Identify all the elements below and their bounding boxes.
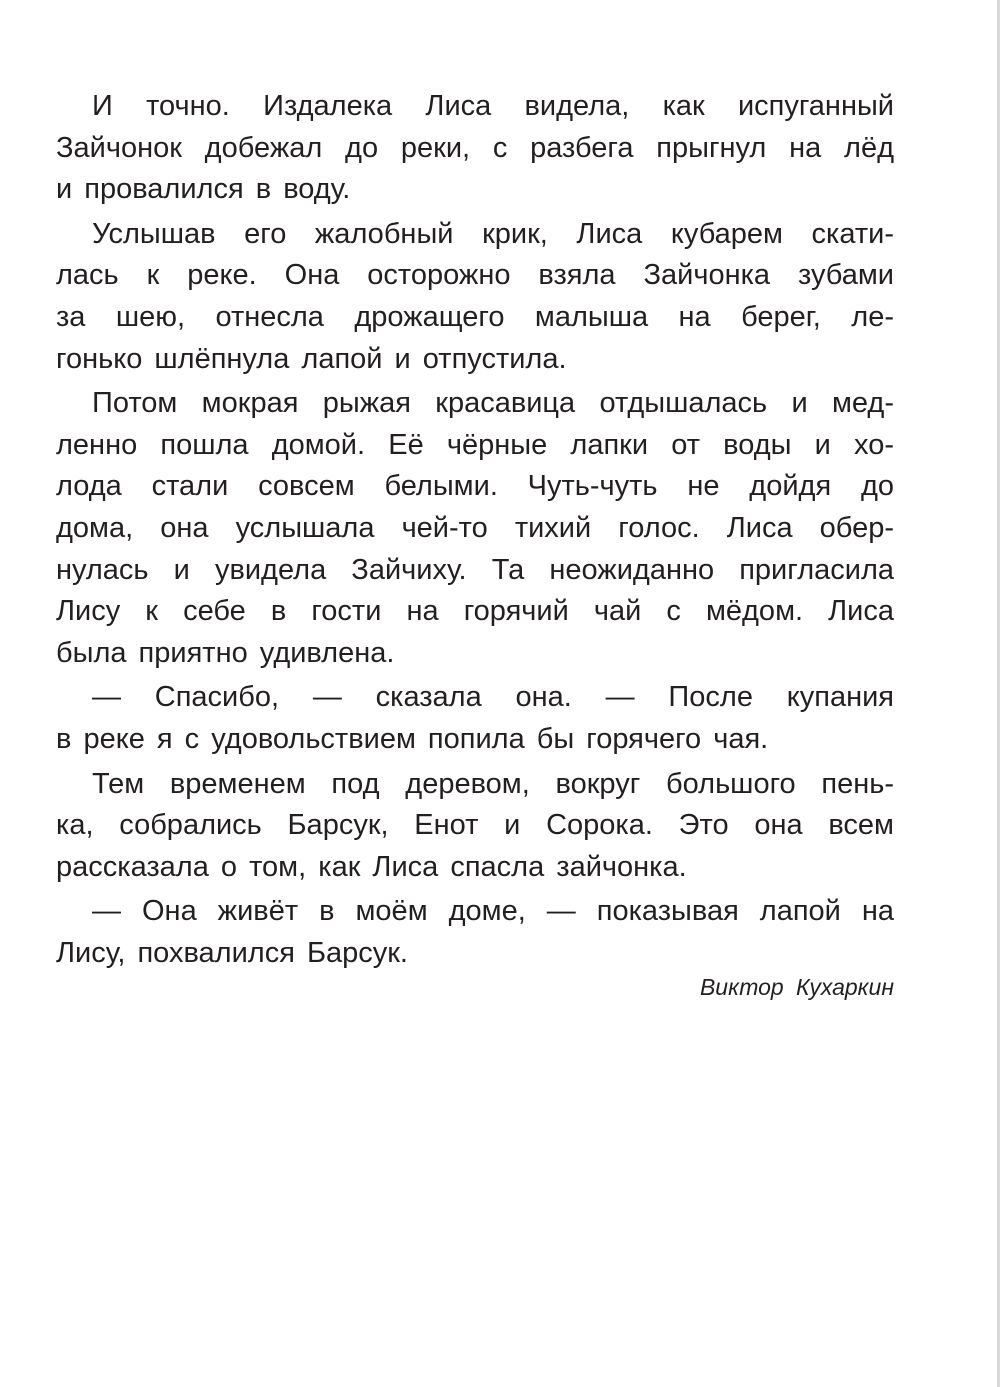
paragraph-2 <box>56 214 894 380</box>
paragraph-3 <box>56 383 894 674</box>
text-line: Лису, похвалился Барсук. <box>56 936 408 969</box>
story-text <box>56 86 894 974</box>
text-line: лода стали совсем белыми. Чуть-чуть не дойдя до <box>56 470 894 503</box>
text-line: за шею, отнесла дрожащего малыша на берег, ле- <box>56 300 894 333</box>
text-line: в реке я с удовольствием попила бы горячего чая. <box>56 722 769 755</box>
text-line: и провалился в воду. <box>56 173 351 206</box>
text-line: гонько шлёпнула лапой и отпустила. <box>56 342 567 375</box>
text-line: Потом мокрая рыжая красавица отдышалась и мед- <box>92 387 894 420</box>
text-line: нулась и увидела Зайчиху. Та неожиданно пригласила <box>56 553 894 586</box>
text-line: — Она живёт в моём доме, — показывая лапой на <box>92 895 894 928</box>
text-line: Лису к себе в гости на горячий чай с мёдом. Лиса <box>56 595 894 628</box>
text-line: Зайчонок добежал до реки, с разбега прыгнул на лёд <box>56 131 894 164</box>
paragraph-5 <box>56 764 894 889</box>
text-line: была приятно удивлена. <box>56 636 395 669</box>
text-line: — Спасибо, — сказала она. — После купания <box>92 681 894 714</box>
author-name: Виктор Кухаркин <box>699 974 894 1000</box>
text-line: Тем временем под деревом, вокруг большого пень- <box>92 767 894 800</box>
text-line: рассказала о том, как Лиса спасла зайчонка. <box>56 850 687 883</box>
text-line: Услышав его жалобный крик, Лиса кубарем скати- <box>92 217 894 250</box>
text-line: дома, она услышала чей-то тихий голос. Лиса обер- <box>56 511 894 544</box>
text-line: ка, собрались Барсук, Енот и Сорока. Это она всем <box>56 809 894 842</box>
text-line: ленно пошла домой. Её чёрные лапки от воды и хо- <box>56 428 894 461</box>
text-line: И точно. Издалека Лиса видела, как испуганный <box>92 90 894 122</box>
text-line: лась к реке. Она осторожно взяла Зайчонка зубами <box>56 259 894 292</box>
paragraph-6 <box>56 891 894 974</box>
paragraph-1 <box>56 86 894 211</box>
paragraph-4 <box>56 677 894 760</box>
